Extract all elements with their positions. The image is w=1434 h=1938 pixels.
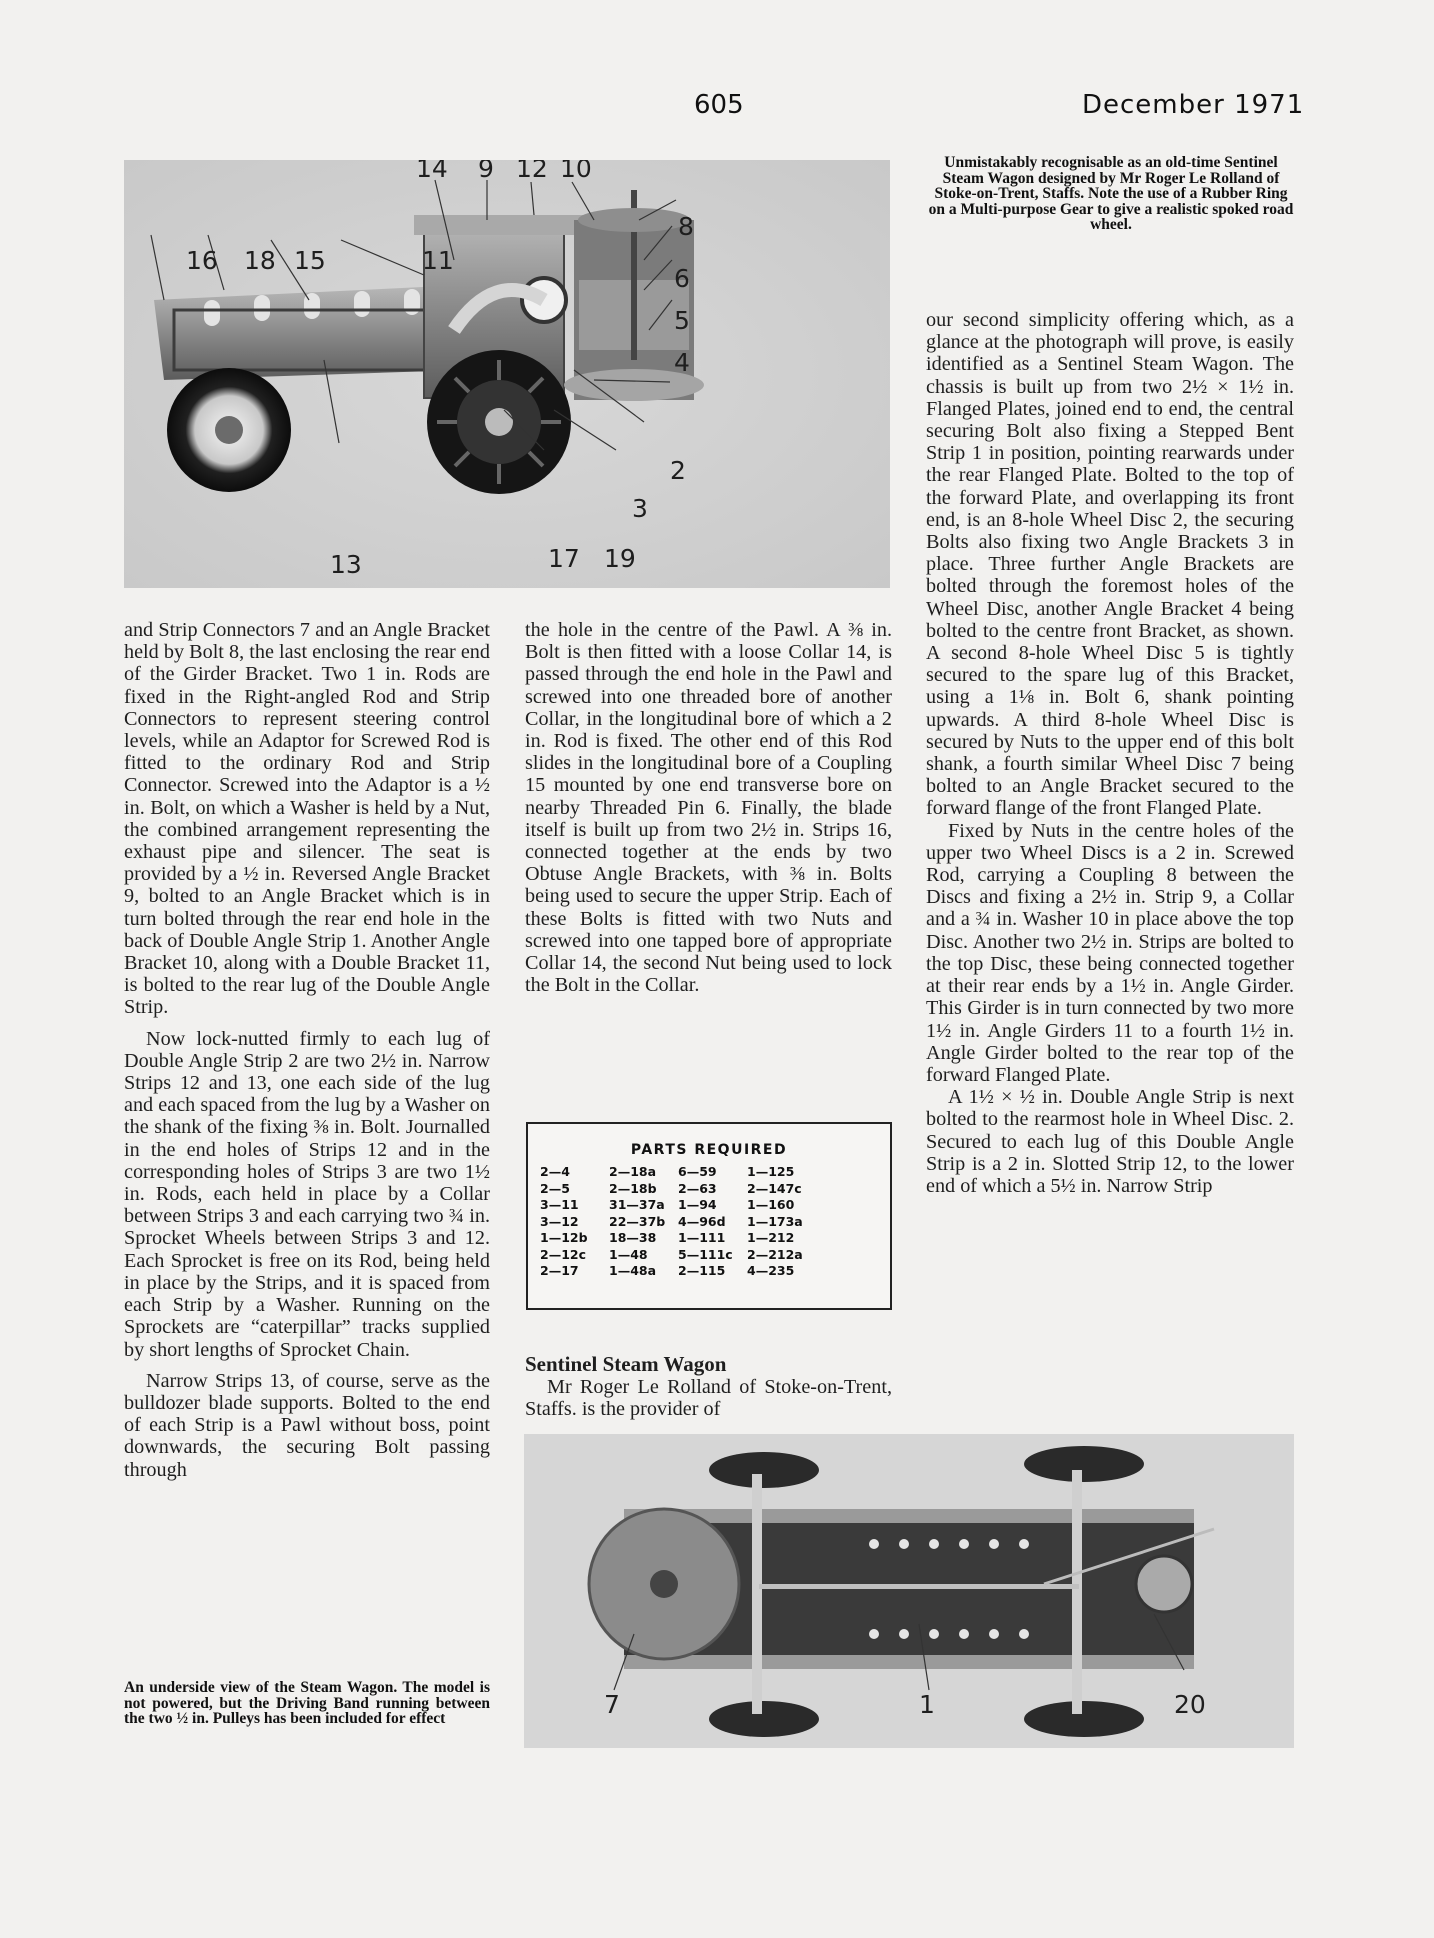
- paragraph: and Strip Connectors 7 and an Angle Bracket held by Bolt 8, the last enclosing the rear end of the Girder Bracket. Two 1 in. Rods are fixed in the Right-angled Rod and Strip Connectors to represent steering control levels, while an Adaptor for Screwed Rod is fitted to the ordinary Rod and Strip Connector. Screwed into the Adaptor is a ½ in. Bolt, on which a Washer is held by a Nut, the combined arrangement representing the exhaust pipe and silencer. The seat is provided by a ½ in. Reversed Angle Bracket 9, bolted to an Angle Bracket which is in turn bolted through the rear end hole in the back of Double Angle Strip 1. Another Angle Bracket 10, along with a Double Bracket 11, is bolted to the rear lug of the Double Angle Strip.: [124, 619, 490, 1019]
- parts-required-box: [526, 1122, 892, 1310]
- table-row: 3—11 31—37a 1—94 1—160: [540, 1197, 795, 1212]
- photo-label: 15: [294, 246, 326, 275]
- section-heading: Sentinel Steam Wagon: [525, 1352, 727, 1376]
- photo-label: 10: [560, 160, 592, 183]
- photo-label: 12: [516, 160, 548, 183]
- photo-label: 16: [186, 246, 218, 275]
- photo-label: 11: [422, 246, 454, 275]
- table-row: 2—4 2—18a 6—59 1—125: [540, 1164, 795, 1179]
- photo-label: 1: [919, 1690, 935, 1719]
- photo-label: 3: [632, 494, 648, 523]
- bottom-photo-caption: An underside view of the Steam Wagon. The model is not powered, but the Driving Band running between the two ½ in. Pulleys has been included for effect: [124, 1679, 490, 1727]
- table-row: 3—12 22—37b 4—96d 1—173a: [540, 1213, 803, 1229]
- photo-label: 4: [674, 348, 690, 377]
- parts-title: PARTS REQUIRED: [630, 1142, 788, 1158]
- issue-date: December 1971: [1082, 90, 1305, 120]
- top-photo-caption: Unmistakably recognisable as an old-time Sentinel Steam Wagon designed by Mr Roger Le Rolland of Stoke-on-Trent, Staffs. Note the use of a Rubber Ring on a Multi-purpose Gear to give a realistic spoked road wheel.: [928, 154, 1294, 233]
- steam-wagon-photo: [124, 160, 890, 588]
- column-2: [525, 619, 892, 996]
- photo-label: 7: [604, 1690, 620, 1719]
- table-row: 1—12b 18—38 1—111 1—212: [540, 1230, 795, 1245]
- paragraph: our second simplicity offering which, as a glance at the photograph will prove, is easily identified as a Sentinel Steam Wagon. The chassis is built up from two 2½ × 1½ in. Flanged Plates, joined end to end, the central securing Bolt also fixing a Stepped Bent Strip 1 in position, pointing rearwards under the rear Flanged Plate. Bolted to the top of the forward Plate, and overlapping its front end, is an 8-hole Wheel Disc 2, the securing Bolts also fixing two Angle Brackets 3 in place. Three further Angle Brackets are bolted through the foremost holes of the Wheel Disc, another Angle Bracket 4 being bolted to the centre front Bracket, as shown. A second 8-hole Wheel Disc 5 is tightly secured to the spare lug of this Bracket, using a 1⅛ in. Bolt 6, shank pointing upwards. A third 8-hole Wheel Disc is secured by Nuts to the upper end of this bolt shank, a fourth similar Wheel Disc 7 being bolted to an Angle Bracket secured to the forward flange of the front Flanged Plate.: [926, 309, 1294, 820]
- photo-label: 13: [330, 550, 362, 579]
- photo-label: 5: [674, 306, 690, 335]
- steam-wagon-illustration: [124, 160, 890, 588]
- paragraph: Fixed by Nuts in the centre holes of the upper two Wheel Discs is a 2 in. Screwed Rod, carrying a Coupling 8 between the Discs and fixing a 2½ in. Strip 9, a Collar and a ¾ in. Washer 10 in place above the top Disc. Another two 2½ in. Strips are bolted to the top Disc, these being connected together at their rear ends by a 1½ in. Angle Girder. This Girder is in turn connected by two more 1½ in. Angle Girders 11 to a fourth 1½ in. Angle Girder bolted to the rear top of the forward Flanged Plate.: [926, 819, 1294, 1086]
- photo-label: 17: [548, 544, 580, 573]
- table-row: 2—12c 1—48 5—111c 2—212a: [540, 1246, 803, 1262]
- paragraph: Mr Roger Le Rolland of Stoke-on-Trent, Staffs. is the provider of: [525, 1376, 892, 1421]
- photo-label: 20: [1174, 1690, 1206, 1719]
- photo-label: 14: [416, 160, 448, 183]
- underside-photo: [524, 1434, 1294, 1748]
- photo-label: 18: [244, 246, 276, 275]
- photo-label: 6: [674, 264, 690, 293]
- table-row: 2—17 1—48a 2—115 4—235: [540, 1263, 795, 1278]
- parts-table: [540, 1164, 816, 1280]
- paragraph: Narrow Strips 13, of course, serve as the bulldozer blade supports. Bolted to the end of each Strip is a Pawl without boss, point downwards, the securing Bolt passing through: [124, 1369, 490, 1481]
- table-row: 2—5 2—18b 2—63 2—147c: [540, 1180, 802, 1196]
- page-number: 605: [694, 90, 744, 120]
- paragraph: Now lock-nutted firmly to each lug of Double Angle Strip 2 are two 2½ in. Narrow Strips 12 and 13, one each side of the lug and each spaced from the lug by a Washer on the shank of the fixing ⅜ in. Bolt. Journalled in the end holes of Strips 12 and in the corresponding holes of Strips 3 are two 1½ in. Rods, each held in place by a Collar between Strips 3 and each carrying two ¾ in. Sprocket Wheels between Strips 3 and 12. Each Sprocket is free on its Rod, being held in place by the Strips, and it is spaced from each Strip by a Washer. Running on the Sprockets are “caterpillar” tracks supplied by short lengths of Sprocket Chain.: [124, 1027, 490, 1361]
- column-2-continued: [525, 1376, 892, 1420]
- photo-label: 2: [670, 456, 686, 485]
- paragraph: the hole in the centre of the Pawl. A ⅜ in. Bolt is then fitted with a loose Collar 14, is passed through the end hole in the Pawl and screwed into one threaded bore of another Collar, in the longitudinal bore of which a 2 in. Rod is fixed. The other end of this Rod slides in the longitudinal bore of a Coupling 15 mounted by one end transverse bore on nearby Threaded Pin 6. Finally, the blade itself is built up from two 2½ in. Strips 16, connected together at the ends by two Obtuse Angle Brackets, with ⅜ in. Bolts being used to secure the upper Strip. Each of these Bolts is fitted with two Nuts and screwed into one tapped bore of appropriate Collar 14, the second Nut being used to lock the Bolt in the Collar.: [525, 619, 892, 997]
- photo-label: 8: [678, 212, 694, 241]
- photo-label: 19: [604, 544, 636, 573]
- column-1: [124, 619, 490, 1481]
- photo-label: 9: [478, 160, 494, 183]
- paragraph: A 1½ × ½ in. Double Angle Strip is next bolted to the rearmost hole in Wheel Disc. 2. Secured to each lug of this Double Angle Strip is a 2 in. Slotted Strip 12, to the lower end of which a 5½ in. Narrow Strip: [926, 1086, 1294, 1197]
- column-3: [926, 309, 1294, 1197]
